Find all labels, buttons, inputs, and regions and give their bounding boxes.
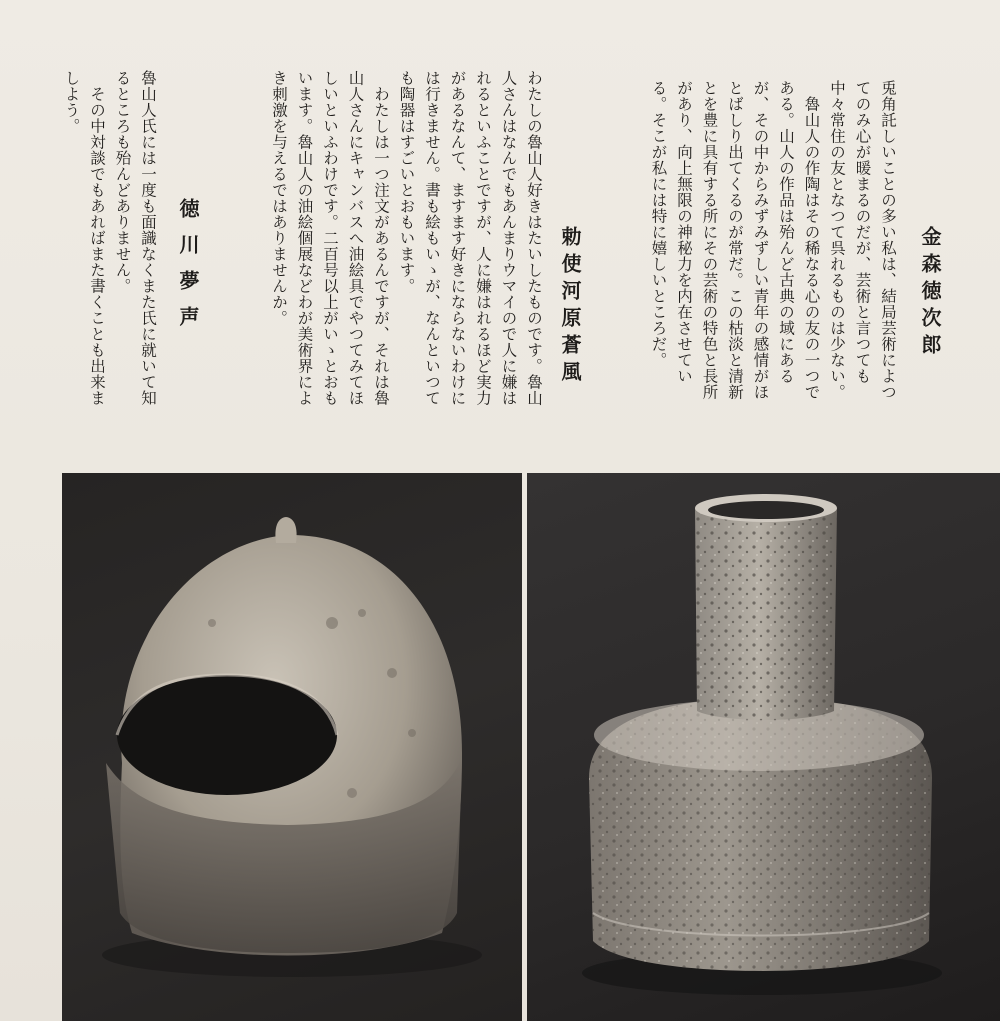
author-name-teshigahara: 勅使河原蒼風 [558, 226, 582, 388]
lantern-vessel-illustration [62, 473, 522, 1021]
author-name-tokugawa: 徳川夢声 [176, 198, 200, 342]
photo-bottle-vase [527, 473, 1000, 1021]
essay-body-teshigahara: わたしの魯山人好きはたいしたものです。魯山人さんはなんでもあんまりウマイので人に嫌はれるといふことですが、人に嫌はれるほど実力があるなんて、ますます好きにならないわけには行きません。書も絵もいゝが、なんといつても陶器はすごいとおもいます。 わたしは一つ注文があるんですが、それは魯山人さんにキャンバスへ油絵具でやつてみてほしいといふわけです。二百号以上がいゝとおもいます。魯山人の油絵個展などわが美術界によき刺激を与えるではありませんか。 [270, 70, 543, 406]
photo-lantern-vessel [62, 473, 522, 1021]
essay-body-tokugawa: 魯山人氏には一度も面識なくまた氏に就いて知るところも殆んどありません。 その中対談でもあればまた書くことも出来ましよう。 [62, 70, 157, 406]
author-name-kanamori: 金森徳次郎 [918, 226, 942, 361]
essay-body-kanamori: 兎角託しいことの多い私は、結局芸術によつてのみ心が暖まるのだが、芸術と言つても中々常住の友となつて呉れるものは少ない。 魯山人の作陶はその稀なる心の友の一つである。山人の作品は殆んど古典の域にあるが、その中からみずみずしい青年の感情がほとばしり出てくるのが常だ。この枯淡と清新とを豊に具有する所にその芸術の特色と長所があり、向上無限の神秘力を内在させている。そこが私には特に嬉しいところだ。 [649, 80, 897, 400]
bottle-vase-illustration [527, 473, 1000, 1021]
